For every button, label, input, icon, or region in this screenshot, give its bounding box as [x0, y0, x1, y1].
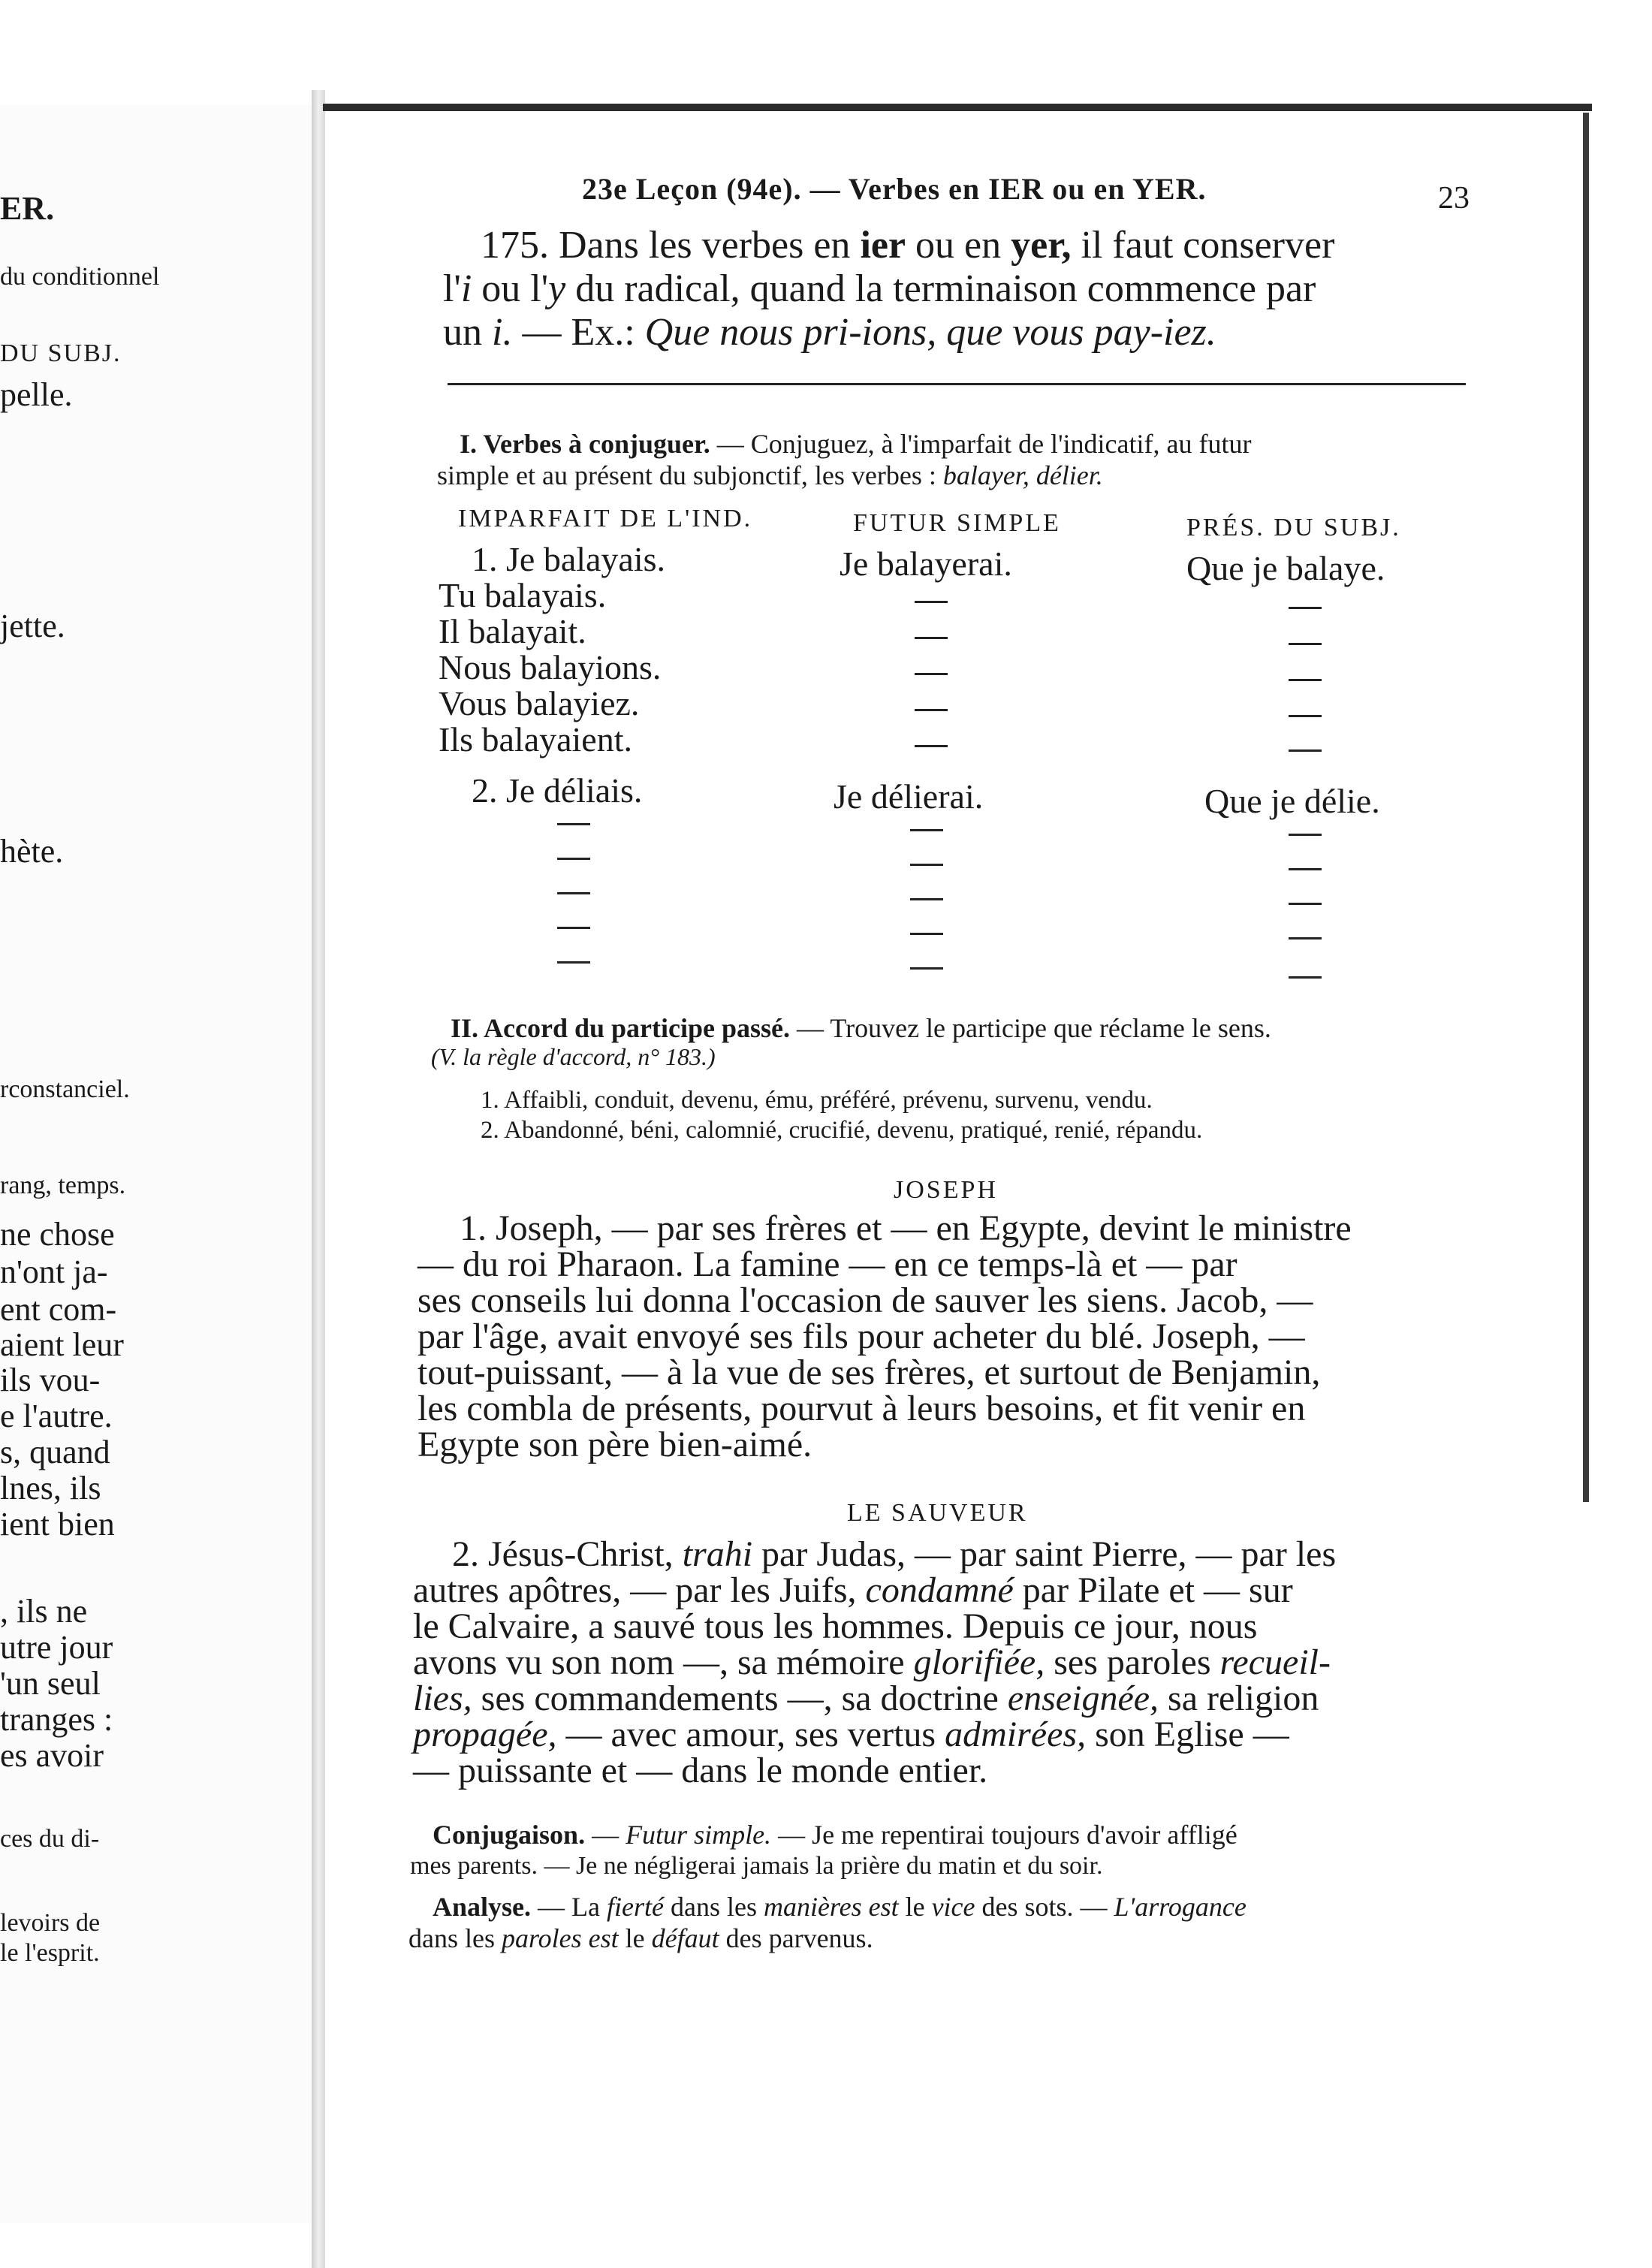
text-run: le — [905, 1892, 925, 1922]
text-run: — La — [538, 1892, 600, 1922]
blank-dash — [1289, 679, 1322, 681]
paragraph-line: tout-puissant, — à la vue de ses frères, et surtout de Benjamin, — [418, 1353, 1321, 1392]
conjugation-cell: Il balayait. — [439, 612, 586, 650]
exercise-1-text: simple et au présent du subjonctif, les verbes : — [437, 460, 936, 490]
text-run: dans les — [670, 1892, 757, 1922]
column-header-imparfait: IMPARFAIT DE L'IND. — [458, 505, 753, 532]
rule-text: ou l' — [481, 267, 549, 310]
text-run-italic: admirées, — [945, 1715, 1087, 1754]
facing-line: ient bien — [0, 1506, 115, 1543]
text-run: — Je me repentirai toujours d'avoir affligé — [778, 1820, 1237, 1850]
blank-dash — [915, 673, 948, 675]
blank-dash — [557, 927, 590, 929]
blank-dash — [557, 892, 590, 894]
page-number: 23 — [1438, 181, 1470, 216]
section-title-sauveur: LE SAUVEUR — [847, 1499, 1028, 1527]
participle-list-2: 2. Abandonné, béni, calomnié, crucifié, devenu, pratiqué, renié, répandu. — [481, 1117, 1203, 1144]
rule-line-3 — [443, 311, 1216, 354]
text-run: dans les — [408, 1923, 495, 1953]
conjugation-cell: 1. Je balayais. — [472, 540, 666, 578]
page-right-edge — [1583, 113, 1589, 1502]
blank-dash — [557, 961, 590, 964]
facing-line: levoirs de — [0, 1909, 101, 1937]
rule-text: il faut conserver — [1081, 224, 1335, 267]
rule-number: 175. — [481, 224, 549, 267]
analysis-note-line-2 — [408, 1924, 873, 1954]
text-run: ses commandements —, sa doctrine — [481, 1678, 999, 1718]
paragraph-line: — du roi Pharaon. La famine — en ce temps-là et — par — [418, 1244, 1237, 1284]
text-run: des parvenus. — [725, 1923, 873, 1953]
text-run-italic: L'arrogance — [1114, 1892, 1247, 1922]
conjugation-cell: Ils balayaient. — [439, 720, 633, 759]
conjugation-cell: Je balayerai. — [840, 544, 1012, 583]
section-title-joseph: JOSEPH — [894, 1176, 998, 1204]
blank-dash — [1289, 715, 1322, 717]
text-run-italic: vice — [931, 1892, 975, 1922]
facing-line: ent com- — [0, 1291, 117, 1328]
text-run: autres apôtres, — par les Juifs, — [413, 1570, 857, 1610]
blank-dash — [915, 601, 948, 603]
text-run-italic: est — [588, 1923, 619, 1953]
paragraph-line — [452, 1534, 1337, 1574]
blank-dash — [1289, 834, 1322, 836]
paragraph-line: les combla de présents, pourvut à leurs besoins, et fit venir en — [418, 1389, 1306, 1428]
blank-dash — [1289, 607, 1322, 609]
facing-line: le l'esprit. — [0, 1939, 100, 1967]
facing-line: du conditionnel — [0, 263, 160, 291]
exercise-1-text: — Conjuguez, à l'imparfait de l'indicatif, au futur — [716, 429, 1252, 459]
rule-text: du radical, quand la terminaison commence par — [575, 267, 1316, 310]
note-label: Analyse. — [433, 1892, 532, 1922]
column-header-subjonctif: PRÉS. DU SUBJ. — [1186, 514, 1401, 541]
analysis-note-line-1 — [433, 1893, 1247, 1923]
facing-line: utre jour — [0, 1629, 113, 1666]
facing-line: rang, temps. — [0, 1172, 126, 1199]
exercise-1-intro-2 — [437, 460, 1103, 492]
blank-dash — [910, 829, 943, 831]
paragraph-line: ses conseils lui donna l'occasion de sauver les siens. Jacob, — — [418, 1280, 1313, 1320]
blank-dash — [1289, 643, 1322, 645]
text-run-italic: manières — [763, 1892, 862, 1922]
text-run-italic: enseignée, — [1007, 1678, 1159, 1718]
exercise-1-intro — [460, 428, 1251, 460]
text-run: par Pilate et — sur — [1022, 1570, 1293, 1610]
facing-line: es avoir — [0, 1737, 104, 1774]
rule-letter-i: i — [460, 267, 472, 310]
note-label: Conjugaison. — [433, 1820, 586, 1850]
paragraph-line: le Calvaire, a sauvé tous les hommes. Depuis ce jour, nous — [413, 1606, 1258, 1646]
paragraph-line — [413, 1717, 1289, 1754]
text-run: des sots. — — [981, 1892, 1108, 1922]
conjugation-cell: Que je délie. — [1204, 782, 1380, 820]
facing-line: ces du di- — [0, 1825, 100, 1853]
blank-dash — [557, 858, 590, 860]
paragraph-line: — puissante et — dans le monde entier. — [413, 1751, 988, 1790]
exercise-2-text: — Trouvez le participe que réclame le sens. — [797, 1013, 1271, 1043]
facing-line: ne chose — [0, 1216, 115, 1253]
rule-text: ou en — [915, 224, 1002, 267]
conjugation-cell: Que je balaye. — [1186, 549, 1385, 587]
facing-line: ils vou- — [0, 1362, 101, 1398]
blank-dash — [910, 864, 943, 866]
facing-line: n'ont ja- — [0, 1253, 108, 1290]
blank-dash — [910, 898, 943, 900]
text-run: le — [625, 1923, 645, 1953]
conjugation-note-line-2: mes parents. — Je ne négligerai jamais la prière du matin et du soir. — [410, 1852, 1103, 1880]
paragraph-line — [413, 1642, 1331, 1682]
text-run-italic: lies, — [413, 1678, 472, 1718]
facing-line: tranges : — [0, 1701, 113, 1738]
text-run-italic: condamné — [865, 1570, 1014, 1610]
blank-dash — [1289, 868, 1322, 870]
text-run-italic: Futur simple. — [626, 1820, 772, 1850]
text-run-italic: recueil- — [1219, 1642, 1331, 1682]
exercise-2-ref — [431, 1042, 716, 1071]
paragraph-line — [413, 1570, 1293, 1610]
exercise-2-reference: (V. la règle d'accord, n° 183.) — [431, 1043, 716, 1070]
blank-dash — [910, 933, 943, 935]
participle-list-1: 1. Affaibli, conduit, devenu, ému, préféré, prévenu, survenu, vendu. — [481, 1087, 1153, 1114]
paragraph-line: par l'âge, avait envoyé ses fils pour acheter du blé. Joseph, — — [418, 1316, 1305, 1356]
conjugation-cell: Tu balayais. — [439, 576, 607, 614]
rule-example: Que nous pri-ions, que vous pay-iez. — [644, 311, 1216, 354]
blank-dash — [910, 967, 943, 970]
text-run-italic: glorifiée, — [913, 1642, 1045, 1682]
paragraph-line: 1. Joseph, — par ses frères et — en Egypte, devint le ministre — [460, 1208, 1352, 1248]
text-run: 2. Jésus-Christ, — [452, 1534, 674, 1574]
text-run-italic: trahi — [682, 1534, 753, 1574]
rule-text: Dans les verbes en — [559, 224, 851, 267]
rule-ending-yer: yer, — [1011, 224, 1072, 267]
blank-dash — [915, 745, 948, 747]
text-run: ses paroles — [1054, 1642, 1211, 1682]
text-run-italic: est — [868, 1892, 899, 1922]
facing-line: aient leur — [0, 1326, 124, 1363]
facing-line: , ils ne — [0, 1593, 88, 1630]
facing-line: e l'autre. — [0, 1398, 113, 1434]
rule-letter-i: i. — [492, 311, 513, 354]
text-run: son Eglise — — [1095, 1715, 1289, 1754]
facing-line: pelle. — [0, 376, 73, 413]
text-run: — avec amour, ses vertus — [565, 1715, 936, 1754]
paragraph-line: Egypte son père bien-aimé. — [418, 1425, 812, 1464]
rule-text: l' — [443, 267, 461, 310]
exercise-2-intro — [451, 1012, 1271, 1045]
text-run-italic: propagée, — [413, 1715, 557, 1754]
rule-letter-y: y — [548, 267, 566, 310]
facing-line: rconstanciel. — [0, 1075, 130, 1103]
rule-example-label: — Ex.: — [522, 311, 635, 354]
conjugation-cell: Nous balayions. — [439, 648, 662, 686]
facing-line: 'un seul — [0, 1665, 101, 1702]
facing-line: s, quand — [0, 1434, 110, 1470]
facing-line: DU SUBJ. — [0, 339, 122, 367]
book-gutter — [312, 90, 325, 2268]
facing-page-fragment — [0, 105, 315, 2223]
rule-line-2 — [443, 267, 1316, 311]
conjugation-cell: 2. Je déliais. — [472, 771, 643, 810]
facing-line: hète. — [0, 833, 64, 870]
conjugation-cell: Je délierai. — [834, 777, 984, 816]
section-divider — [448, 383, 1466, 385]
blank-dash — [1289, 903, 1322, 905]
blank-dash — [557, 823, 590, 825]
rule-line-1 — [481, 224, 1334, 267]
text-run-italic: paroles — [501, 1923, 582, 1953]
text-run: — — [592, 1820, 620, 1850]
blank-dash — [915, 637, 948, 639]
exercise-1-heading: I. Verbes à conjuguer. — [460, 429, 710, 459]
column-header-futur: FUTUR SIMPLE — [853, 509, 1061, 537]
facing-line: ER. — [0, 190, 55, 227]
running-header: 23e Leçon (94e). — Verbes en IER ou en YER. — [582, 172, 1207, 206]
conjugation-cell: Vous balayiez. — [439, 684, 640, 722]
blank-dash — [1289, 749, 1322, 752]
exercise-1-verbs: balayer, délier. — [942, 460, 1103, 490]
conjugation-note-line-1 — [433, 1820, 1237, 1850]
page-top-edge — [323, 104, 1592, 111]
facing-line: lnes, ils — [0, 1470, 101, 1506]
facing-line: jette. — [0, 608, 65, 644]
text-run-italic: défaut — [651, 1923, 719, 1953]
blank-dash — [1289, 976, 1322, 979]
blank-dash — [1289, 937, 1322, 939]
rule-text: un — [443, 311, 482, 354]
exercise-2-heading: II. Accord du participe passé. — [451, 1013, 791, 1043]
blank-dash — [915, 709, 948, 711]
text-run: avons vu son nom —, sa mémoire — [413, 1642, 905, 1682]
text-run: par Judas, — par saint Pierre, — par les — [761, 1534, 1337, 1574]
rule-ending-ier: ier — [860, 224, 906, 267]
text-run-italic: fierté — [606, 1892, 664, 1922]
text-run: sa religion — [1168, 1678, 1319, 1718]
paragraph-line — [413, 1678, 1319, 1718]
